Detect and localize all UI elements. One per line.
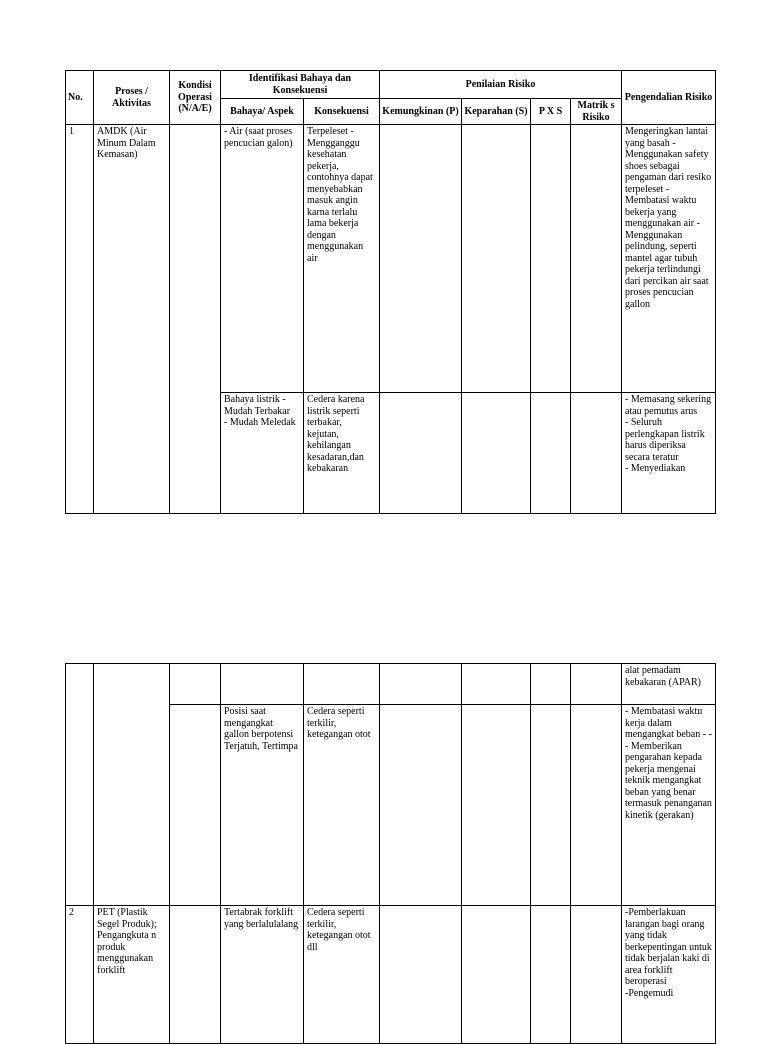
control-cell: alat pemadam kebakaran (APAR): [622, 664, 716, 705]
hazard-cell: Tertabrak forklift yang berlalulalang: [221, 906, 304, 1044]
header-keparahan: Keparahan (S): [462, 99, 531, 125]
process-cell: [94, 664, 170, 906]
condition-cell: [170, 705, 221, 906]
table-row: [66, 125, 716, 393]
header-bahaya: Bahaya/ Aspek: [221, 99, 304, 125]
likelihood-cell: [380, 906, 462, 1044]
header-konsekuensi: Konsekuensi: [304, 99, 380, 125]
severity-cell: [462, 664, 531, 705]
header-penilaian: Penilaian Risiko: [380, 71, 622, 99]
severity-cell: [462, 906, 531, 1044]
pxs-cell: [531, 664, 571, 705]
pxs-cell: [531, 705, 571, 906]
likelihood-cell: [380, 393, 462, 514]
matrix-cell: [571, 664, 622, 705]
process-cell: PET (Plastik Segel Produk); Pengangkuta n produk menggunakan forklift: [94, 906, 170, 1044]
table-row: [66, 906, 716, 1044]
process-cell: AMDK (Air Minum Dalam Kemasan): [94, 125, 170, 514]
consequence-cell: Terpeleset - Mengganggu kesehatan pekerja, contohnya dapat menyebabkan masuk angin karna terlalu lama bekerja dengan menggunakan air: [304, 125, 380, 393]
likelihood-cell: [380, 705, 462, 906]
condition-cell: [170, 664, 221, 705]
row-number: 2: [66, 906, 94, 1044]
matrix-cell: [571, 705, 622, 906]
severity-cell: [462, 393, 531, 514]
header-proses: Proses / Aktivitas: [94, 71, 170, 125]
header-kemungkinan: Kemungkinan (P): [380, 99, 462, 125]
control-cell: - Membatasi waktu kerja dalam mengangkat beban - - - Memberikan pengarahan kepada pekerja mengenai teknik mengangkat beban yang benar termasuk penanganan kinetik (gerakan): [622, 705, 716, 906]
control-cell: Mengeringkan lantai yang basah - Menggunakan safety shoes sebagai pengaman dari resiko terpeleset - Membatasi waktu bekerja yang menggunakan air - Menggunakan pelindung, seperti mantel agar tubuh pekerja terlindungi dari percikan air saat proses pencucian gallon: [622, 125, 716, 393]
matrix-cell: [571, 125, 622, 393]
consequence-cell: Cedera seperti terkilir, ketegangan otot: [304, 705, 380, 906]
header-matriks: Matrik s Risiko: [571, 99, 622, 125]
control-cell: -Pemberlakuan larangan bagi orang yang tidak berkepentingan untuk tidak berjalan kaki di area forklift beroperasi -Pengemudi: [622, 906, 716, 1044]
row-number: 1: [66, 125, 94, 514]
risk-table-top: [65, 70, 716, 514]
pxs-cell: [531, 393, 571, 514]
hazard-cell: Bahaya listrik - Mudah Terbakar - Mudah Meledak: [221, 393, 304, 514]
condition-cell: [170, 906, 221, 1044]
risk-table-continued: [65, 663, 716, 1044]
hazard-cell: Posisi saat mengangkat gallon berpotensi Terjatuh, Tertimpa: [221, 705, 304, 906]
consequence-cell: Cedera karena listrik seperti terbakar, kejutan, kehilangan kesadaran,dan kebakaran: [304, 393, 380, 514]
control-cell: - Memasang sekering atau pemutus arus - Seluruh perlengkapan listrik harus diperiksa secara teratur - Menyediakan: [622, 393, 716, 514]
header-kondisi: Kondisi Operasi (N/A/E): [170, 71, 221, 125]
header-identifikasi: Identifikasi Bahaya dan Konsekuensi: [221, 71, 380, 99]
matrix-cell: [571, 393, 622, 514]
header-pxs: P X S: [531, 99, 571, 125]
header-pengendalian: Pengendalian Risiko: [622, 71, 716, 125]
table-row: [66, 664, 716, 705]
hazard-cell: [221, 664, 304, 705]
consequence-cell: Cedera seperti terkilir, ketegangan otot dll: [304, 906, 380, 1044]
consequence-cell: [304, 664, 380, 705]
likelihood-cell: [380, 125, 462, 393]
likelihood-cell: [380, 664, 462, 705]
header-no: No.: [66, 71, 94, 125]
pxs-cell: [531, 125, 571, 393]
severity-cell: [462, 125, 531, 393]
hazard-cell: - Air (saat proses pencucian galon): [221, 125, 304, 393]
row-number: [66, 664, 94, 906]
pxs-cell: [531, 906, 571, 1044]
severity-cell: [462, 705, 531, 906]
matrix-cell: [571, 906, 622, 1044]
condition-cell: [170, 125, 221, 514]
